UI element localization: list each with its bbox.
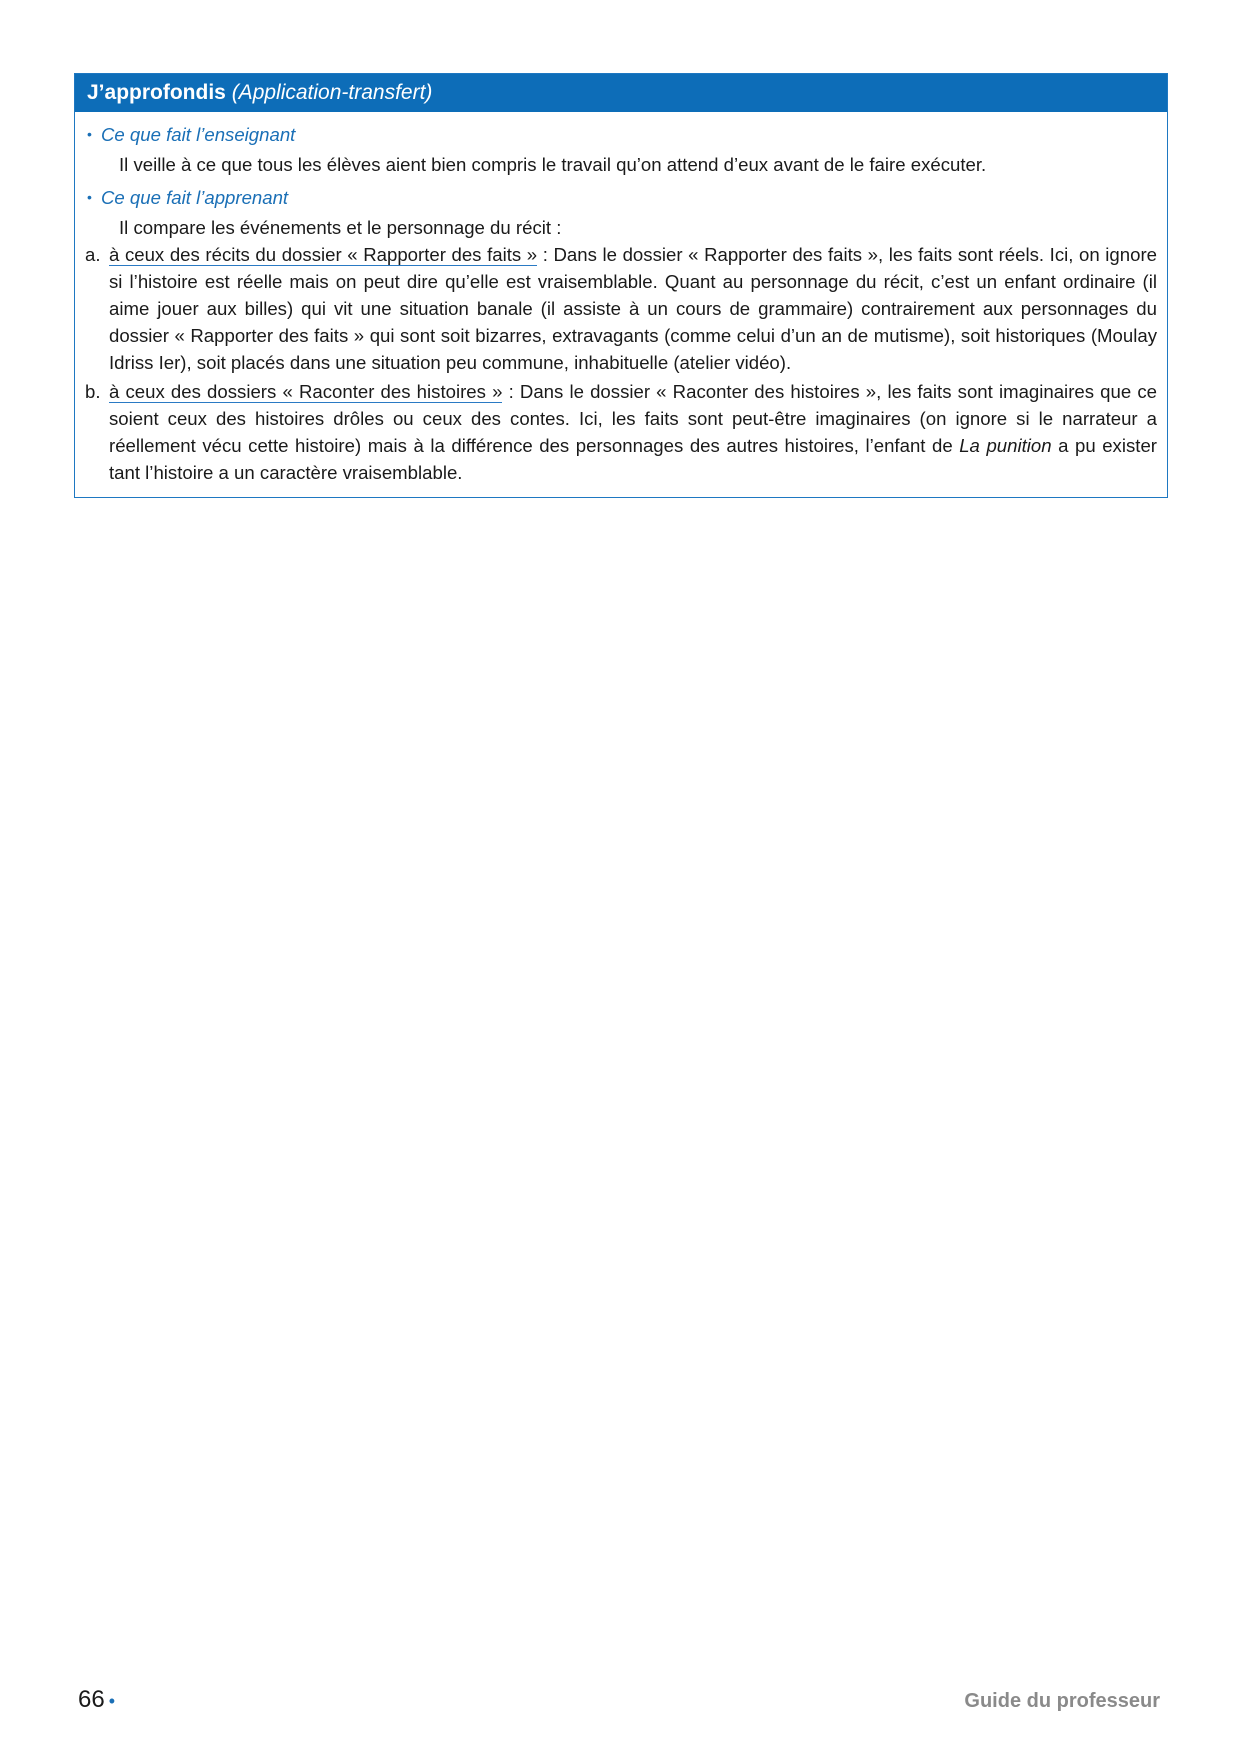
teacher-heading bbox=[85, 118, 1157, 151]
box-header bbox=[75, 74, 1167, 112]
item-b-link[interactable]: à ceux des dossiers « Raconter des histoires » bbox=[109, 381, 503, 402]
learner-heading bbox=[85, 181, 1157, 214]
item-a-text bbox=[109, 241, 1157, 376]
item-a-body: : Dans le dossier « Rapporter des faits », les faits sont réels. Ici, on ignore si l’histoire est réelle mais on peut dire qu’elle est vraisemblable. Quant au personnage du récit, c’est un enfant ordinaire (il aime jouer aux billes) qui vit une situation banale (il assiste à un cours de grammaire) contrairement aux personnages du dossier « Rapporter des faits » qui sont soit bizarres, extravagants (comme celui d’un an de mutisme), soit historiques (Moulay Idriss Ier), soit placés dans une situation peu commune, inhabituelle (atelier vidéo). bbox=[109, 244, 1157, 373]
box-title: J’approfondis bbox=[87, 81, 226, 104]
list-item-a bbox=[85, 241, 1157, 376]
page-number bbox=[78, 1686, 115, 1714]
bullet-icon: • bbox=[108, 1691, 116, 1711]
bullet-icon: • bbox=[87, 189, 92, 205]
bullet-icon: • bbox=[87, 126, 92, 142]
list-item-b bbox=[85, 378, 1157, 486]
page-number-text: 66 bbox=[78, 1686, 105, 1713]
learner-heading-text: Ce que fait l’apprenant bbox=[101, 187, 289, 208]
teacher-heading-text: Ce que fait l’enseignant bbox=[101, 124, 296, 145]
learner-intro: Il compare les événements et le personnage du récit : bbox=[119, 217, 562, 238]
item-b-body-after: a pu exister tant l’histoire a un caractère vraisemblable. bbox=[109, 435, 1157, 483]
running-footer: Guide du professeur bbox=[964, 1690, 1160, 1712]
box-subtitle: (Application-transfert) bbox=[231, 81, 433, 104]
box-body bbox=[75, 112, 1167, 486]
item-b-body-before: : Dans le dossier « Raconter des histoires », les faits sont imaginaires que ce soient ceux des histoires drôles ou ceux des contes. Ici, les faits sont peut-être imaginaires (on ignore si le narrateur a réellement vécu cette histoire) mais à la différence des personnages des autres histoires, l’enfant de bbox=[109, 381, 1157, 456]
item-letter: b. bbox=[85, 381, 101, 402]
teacher-text: Il veille à ce que tous les élèves aient bien compris le travail qu’on attend d’eux avant de le faire exécuter. bbox=[119, 154, 987, 175]
item-b-text bbox=[109, 378, 1157, 486]
item-letter: a. bbox=[85, 244, 101, 265]
book-title: La punition bbox=[959, 435, 1052, 456]
item-a-link[interactable]: à ceux des récits du dossier « Rapporter des faits » bbox=[109, 244, 538, 265]
approfondis-box bbox=[74, 73, 1168, 498]
